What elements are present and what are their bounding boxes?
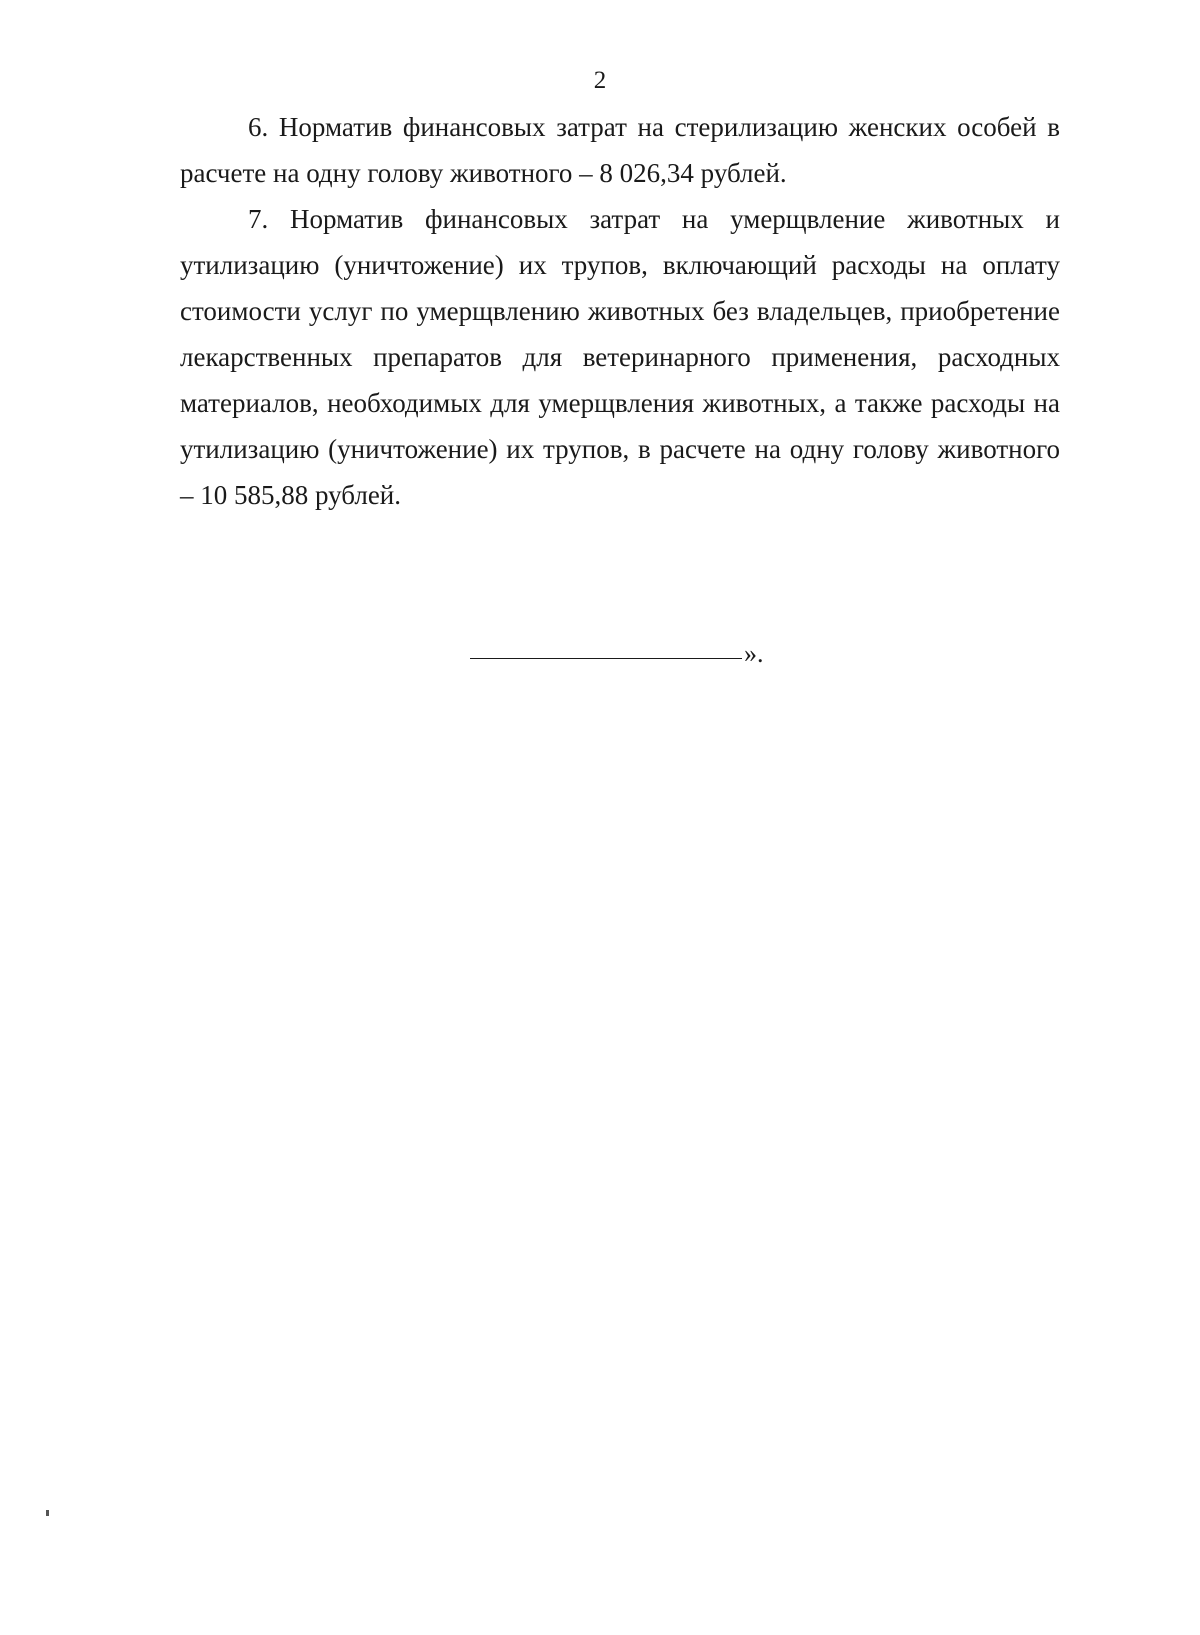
paragraph-7: 7. Норматив финансовых затрат на умерщвление животных и утилизацию (уничтожение) их трупов, включающий расходы на оплату стоимости услуг по умерщвлению животных без владельцев, приобретение лекарственных препаратов для ветеринарного применения, расходных материалов, необходимых для умерщвления животных, а также расходы на утилизацию (уничтожение) их трупов, в расчете на одну голову животного – 10 585,88 рублей. (180, 204, 1060, 510)
closing-quote: ». (744, 639, 764, 668)
closing-line (470, 627, 764, 667)
document-body (180, 104, 1060, 518)
paragraph-6: 6. Норматив финансовых затрат на стерилизацию женских особей в расчете на одну голову животного – 8 026,34 рублей. (180, 112, 1060, 188)
scan-artifact (46, 1510, 49, 1516)
page-number: 2 (593, 67, 607, 94)
closing-rule (470, 658, 742, 659)
